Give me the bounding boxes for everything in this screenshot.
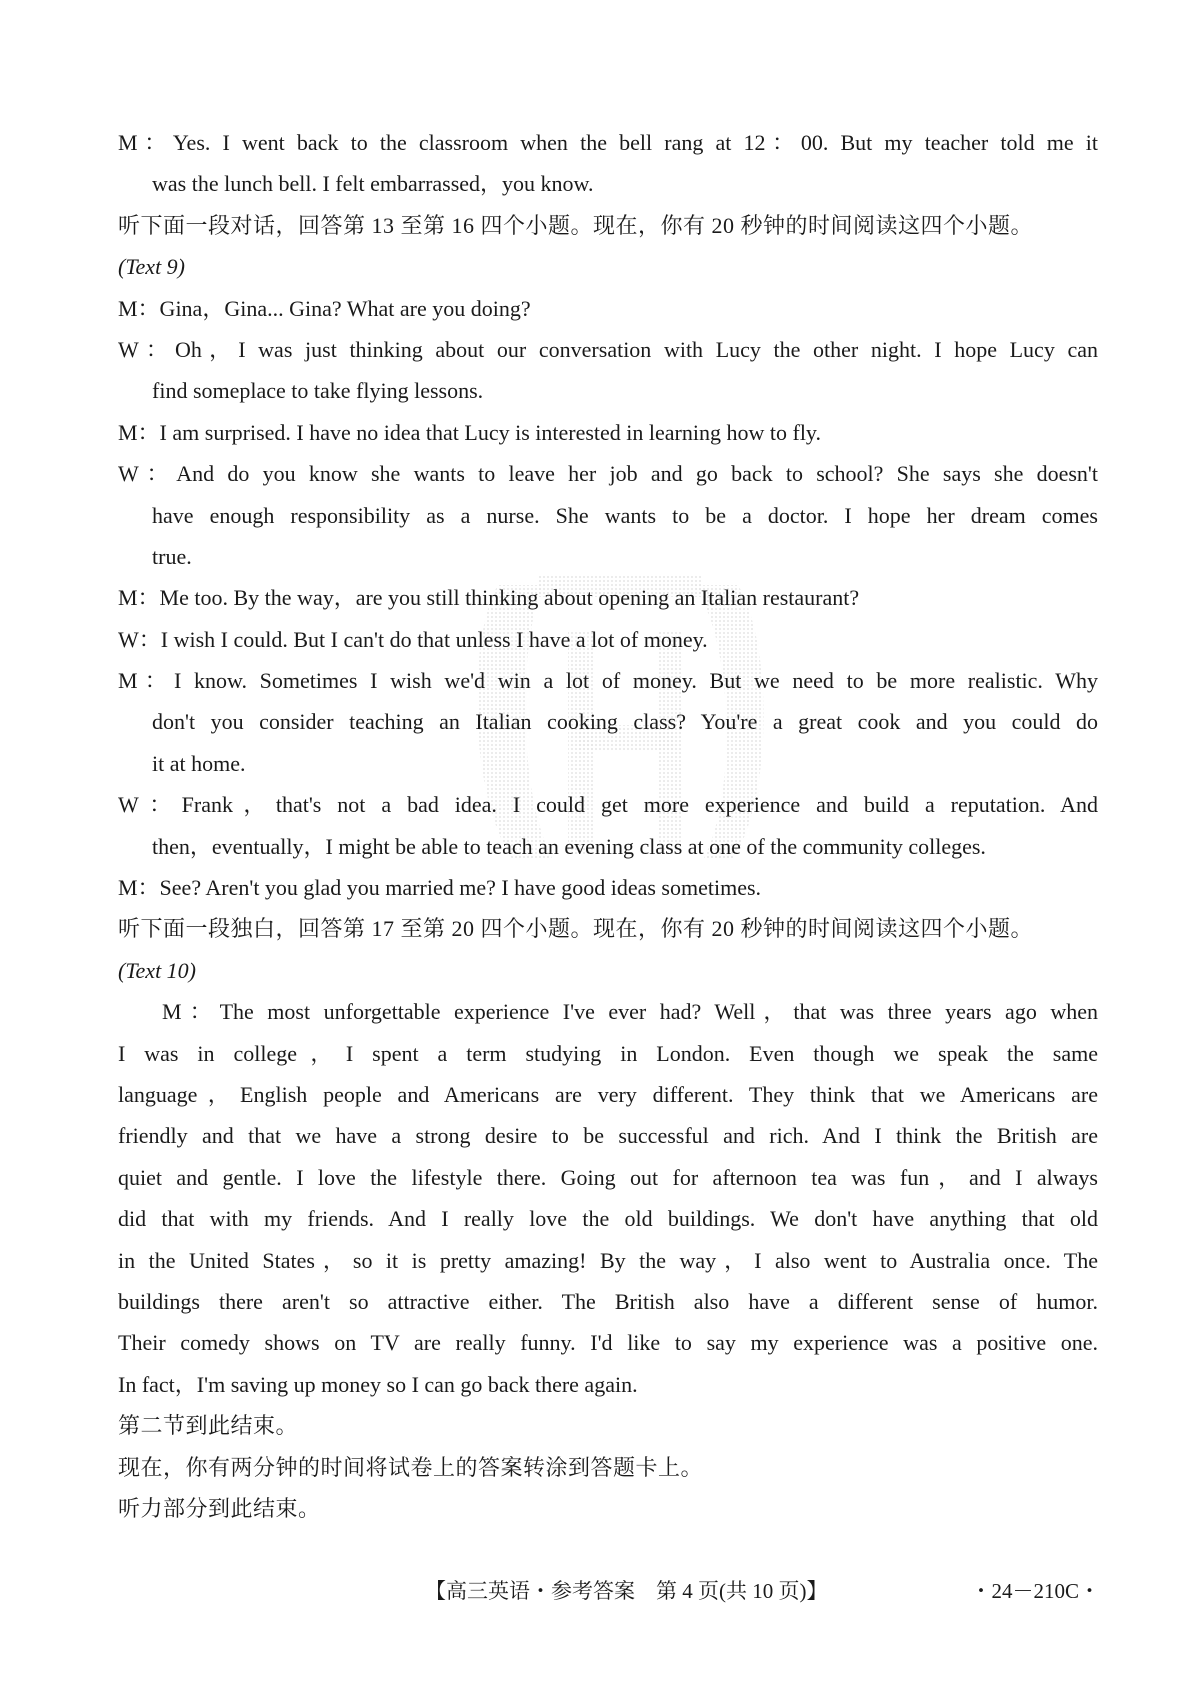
closing-line: 第二节到此结束。 (118, 1413, 299, 1439)
text-heading: (Text 10) (118, 957, 197, 983)
transcript-line: W：I wish I could. But I can't do that unless I have a lot of money. (118, 626, 708, 652)
monologue-line: friendly and that we have a strong desire to be successful and rich. And I think the British are (118, 1123, 1098, 1149)
transcript-line: it at home. (152, 750, 246, 776)
transcript-line: M：Yes. I went back to the classroom when the bell rang at 12：00. But my teacher told me it (118, 130, 1098, 155)
text-heading: (Text 9) (118, 254, 186, 280)
monologue-line: language，English people and Americans are very different. They think that we Americans are (118, 1081, 1098, 1107)
monologue-line: In fact，I'm saving up money so I can go back there again. (118, 1371, 638, 1397)
closing-line: 听力部分到此结束。 (118, 1495, 321, 1521)
closing-line: 现在，你有两分钟的时间将试卷上的答案转涂到答题卡上。 (118, 1454, 704, 1480)
monologue-line: Their comedy shows on TV are really funny. I'd like to say my experience was a positive one. (118, 1330, 1098, 1356)
monologue-line: did that with my friends. And I really love the old buildings. We don't have anything that old (118, 1206, 1098, 1232)
transcript-line: true. (152, 543, 192, 569)
monologue-line: in the United States，so it is pretty amazing! By the way，I also went to Australia once. The (118, 1247, 1098, 1273)
transcript-line: M：I am surprised. I have no idea that Lucy is interested in learning how to fly. (118, 419, 822, 445)
transcript-line: W：Oh，I was just thinking about our conversation with Lucy the other night. I hope Lucy can (118, 336, 1098, 362)
transcript-line: M：Me too. By the way，are you still thinking about opening an Italian restaurant? (118, 585, 860, 611)
transcript-body (118, 122, 1098, 1529)
transcript-line: W：And do you know she wants to leave her job and go back to school? She says she doesn't (118, 461, 1098, 487)
transcript-line: then，eventually，I might be able to teach an evening class at one of the community colleges. (152, 833, 986, 859)
page-footer (0, 1574, 1200, 1608)
transcript-line: find someplace to take flying lessons. (152, 378, 484, 404)
transcript-line: have enough responsibility as a nurse. She wants to be a doctor. I hope her dream comes (152, 502, 1098, 528)
section-instruction: 听下面一段对话，回答第 13 至第 16 四个小题。现在，你有 20 秒钟的时间阅读这四个小题。 (118, 212, 1034, 238)
transcript-line: was the lunch bell. I felt embarrassed，you know. (152, 171, 594, 197)
footer-page-info: 【高三英语・参考答案 第 4 页(共 10 页)】 (425, 1579, 828, 1603)
monologue-line: I was in college，I spent a term studying in London. Even though we speak the same (118, 1040, 1098, 1066)
monologue-line: buildings there aren't so attractive either. The British also have a different sense of humor. (118, 1288, 1098, 1314)
transcript-line: W：Frank，that's not a bad idea. I could get more experience and build a reputation. And (118, 792, 1098, 818)
monologue-line: M：The most unforgettable experience I've ever had? Well，that was three years ago when (162, 999, 1098, 1025)
transcript-line: M：I know. Sometimes I wish we'd win a lot of money. But we need to be more realistic. Why (118, 668, 1098, 694)
monologue-line: quiet and gentle. I love the lifestyle there. Going out for afternoon tea was fun，and I always (118, 1164, 1098, 1190)
transcript-line: don't you consider teaching an Italian cooking class? You're a great cook and you could do (152, 709, 1098, 735)
transcript-line: M：See? Aren't you glad you married me? I have good ideas sometimes. (118, 875, 762, 901)
section-instruction: 听下面一段独白，回答第 17 至第 20 四个小题。现在，你有 20 秒钟的时间阅读这四个小题。 (118, 916, 1034, 942)
transcript-line: M：Gina，Gina... Gina? What are you doing? (118, 295, 531, 321)
footer-code: ・24－210C・ (970, 1579, 1100, 1603)
